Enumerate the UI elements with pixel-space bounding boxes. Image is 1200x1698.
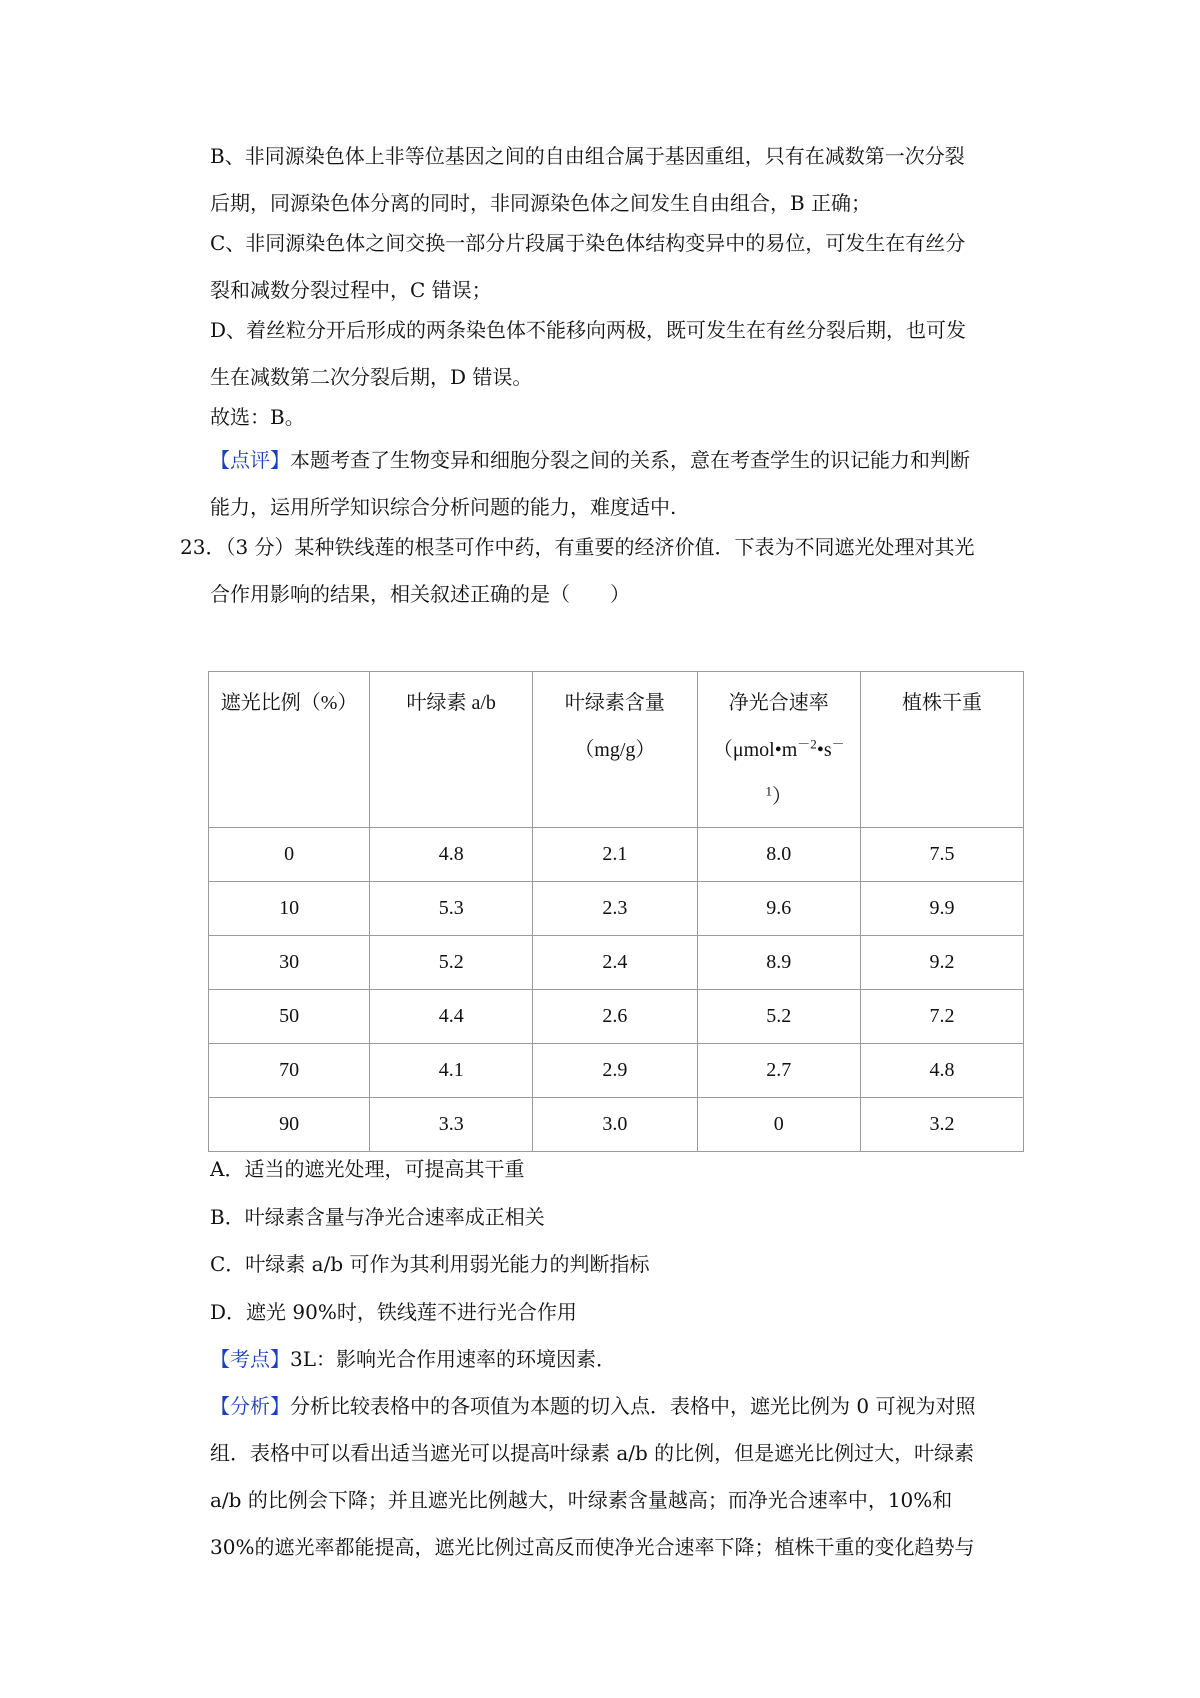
- table-cell: 0: [209, 828, 370, 882]
- table-cell: 90: [209, 1098, 370, 1152]
- header-chlorophyll-ratio: 叶绿素 a/b: [370, 672, 533, 828]
- text-line: 裂和减数分裂过程中，C 错误；: [210, 278, 492, 302]
- question-23-stem: [180, 524, 1030, 618]
- table-cell: 2.9: [533, 1044, 697, 1098]
- review-paragraph: [210, 437, 1030, 531]
- text-line: 本题考查了生物变异和细胞分裂之间的关系，意在考查学生的识记能力和判断: [290, 448, 970, 472]
- table-cell: 5.2: [697, 990, 860, 1044]
- header-text: 净光合速率: [728, 692, 829, 714]
- table-cell: 50: [209, 990, 370, 1044]
- option-a: A．适当的遮光处理，可提高其干重: [210, 1157, 525, 1181]
- table-cell: 10: [209, 882, 370, 936]
- table-cell: 4.8: [860, 1044, 1023, 1098]
- table-row: [209, 990, 1024, 1044]
- table-body: [209, 828, 1024, 1152]
- text-line: 30%的遮光率都能提高，遮光比例过高反而使净光合速率下降；植株干重的变化趋势与: [210, 1535, 975, 1559]
- table-cell: 3.2: [860, 1098, 1023, 1152]
- text-line: 组．表格中可以看出适当遮光可以提高叶绿素 a/b 的比例，但是遮光比例过大，叶绿素: [210, 1441, 975, 1465]
- header-text: 叶绿素含量: [564, 692, 665, 714]
- shading-data-table: [208, 671, 1024, 1152]
- kaodian-line: [210, 1336, 1030, 1383]
- table-cell: 4.8: [370, 828, 533, 882]
- option-c-explanation: [210, 220, 1030, 314]
- table-cell: 0: [697, 1098, 860, 1152]
- table-cell: 8.0: [697, 828, 860, 882]
- table-row: [209, 1098, 1024, 1152]
- text-line: D、着丝粒分开后形成的两条染色体不能移向两极，既可发生在有丝分裂后期，也可发: [210, 318, 967, 342]
- table-cell: 9.6: [697, 882, 860, 936]
- option-d-explanation: [210, 307, 1030, 401]
- text-line: 分析比较表格中的各项值为本题的切入点．表格中，遮光比例为 0 可视为对照: [290, 1394, 976, 1418]
- header-unit: ）: [772, 786, 793, 808]
- superscript: 1: [765, 783, 773, 799]
- kaodian-tag: 【考点】: [210, 1347, 290, 1371]
- table-cell: 30: [209, 936, 370, 990]
- review-tag: 【点评】: [210, 448, 290, 472]
- table-cell: 3.0: [533, 1098, 697, 1152]
- table-cell: 2.3: [533, 882, 697, 936]
- table-cell: 70: [209, 1044, 370, 1098]
- text-line: a/b 的比例会下降；并且遮光比例越大，叶绿素含量越高；而净光合速率中，10%和: [210, 1488, 953, 1512]
- table-cell: 2.1: [533, 828, 697, 882]
- option-b: B．叶绿素含量与净光合速率成正相关: [210, 1205, 545, 1229]
- fenxi-tag: 【分析】: [210, 1394, 290, 1418]
- table-cell: 5.2: [370, 936, 533, 990]
- text-line: 生在减数第二次分裂后期，D 错误。: [210, 365, 533, 389]
- text-line: B、非同源染色体上非等位基因之间的自由组合属于基因重组，只有在减数第一次分裂: [210, 144, 965, 168]
- answer-line: 故选：B。: [210, 405, 305, 429]
- table-cell: 9.9: [860, 882, 1023, 936]
- header-chlorophyll-content: [533, 672, 697, 828]
- superscript: －2: [797, 736, 817, 752]
- question-number: 23．: [180, 535, 226, 559]
- text-line: （3 分）某种铁线莲的根茎可作中药，有重要的经济价值．下表为不同遮光处理对其光: [225, 535, 975, 559]
- text-line: C、非同源染色体之间交换一部分片段属于染色体结构变异中的易位，可发生在有丝分: [210, 231, 966, 255]
- table-cell: 4.4: [370, 990, 533, 1044]
- table-cell: 3.3: [370, 1098, 533, 1152]
- header-unit: •s: [816, 739, 832, 761]
- header-shading-ratio: 遮光比例（%）: [209, 672, 370, 828]
- table-cell: 8.9: [697, 936, 860, 990]
- header-dry-weight: 植株干重: [860, 672, 1023, 828]
- option-b-explanation: [210, 133, 1030, 227]
- superscript: －: [831, 736, 845, 752]
- table-row: [209, 1044, 1024, 1098]
- table-cell: 4.1: [370, 1044, 533, 1098]
- header-net-photosynthesis-rate: [697, 672, 860, 828]
- table-row: [209, 936, 1024, 990]
- table-row: [209, 828, 1024, 882]
- text-line: 后期，同源染色体分离的同时，非同源染色体之间发生自由组合，B 正确；: [210, 191, 872, 215]
- text-line: 合作用影响的结果，相关叙述正确的是（ ）: [210, 582, 630, 606]
- table-cell: 7.2: [860, 990, 1023, 1044]
- table-cell: 7.5: [860, 828, 1023, 882]
- fenxi-paragraph: [210, 1383, 1030, 1571]
- table-cell: 2.6: [533, 990, 697, 1044]
- table-row: [209, 882, 1024, 936]
- table-header-row: [209, 672, 1024, 828]
- table-cell: 2.4: [533, 936, 697, 990]
- table-cell: 2.7: [697, 1044, 860, 1098]
- text-line: 3L：影响光合作用速率的环境因素．: [290, 1347, 617, 1371]
- header-unit: （μmol•m: [712, 739, 798, 761]
- option-d: D．遮光 90%时，铁线莲不进行光合作用: [210, 1300, 577, 1324]
- text-line: 能力，运用所学知识综合分析问题的能力，难度适中.: [210, 495, 677, 519]
- table-cell: 5.3: [370, 882, 533, 936]
- table-cell: 9.2: [860, 936, 1023, 990]
- option-c: C．叶绿素 a/b 可作为其利用弱光能力的判断指标: [210, 1252, 650, 1276]
- header-unit: （mg/g）: [574, 739, 656, 761]
